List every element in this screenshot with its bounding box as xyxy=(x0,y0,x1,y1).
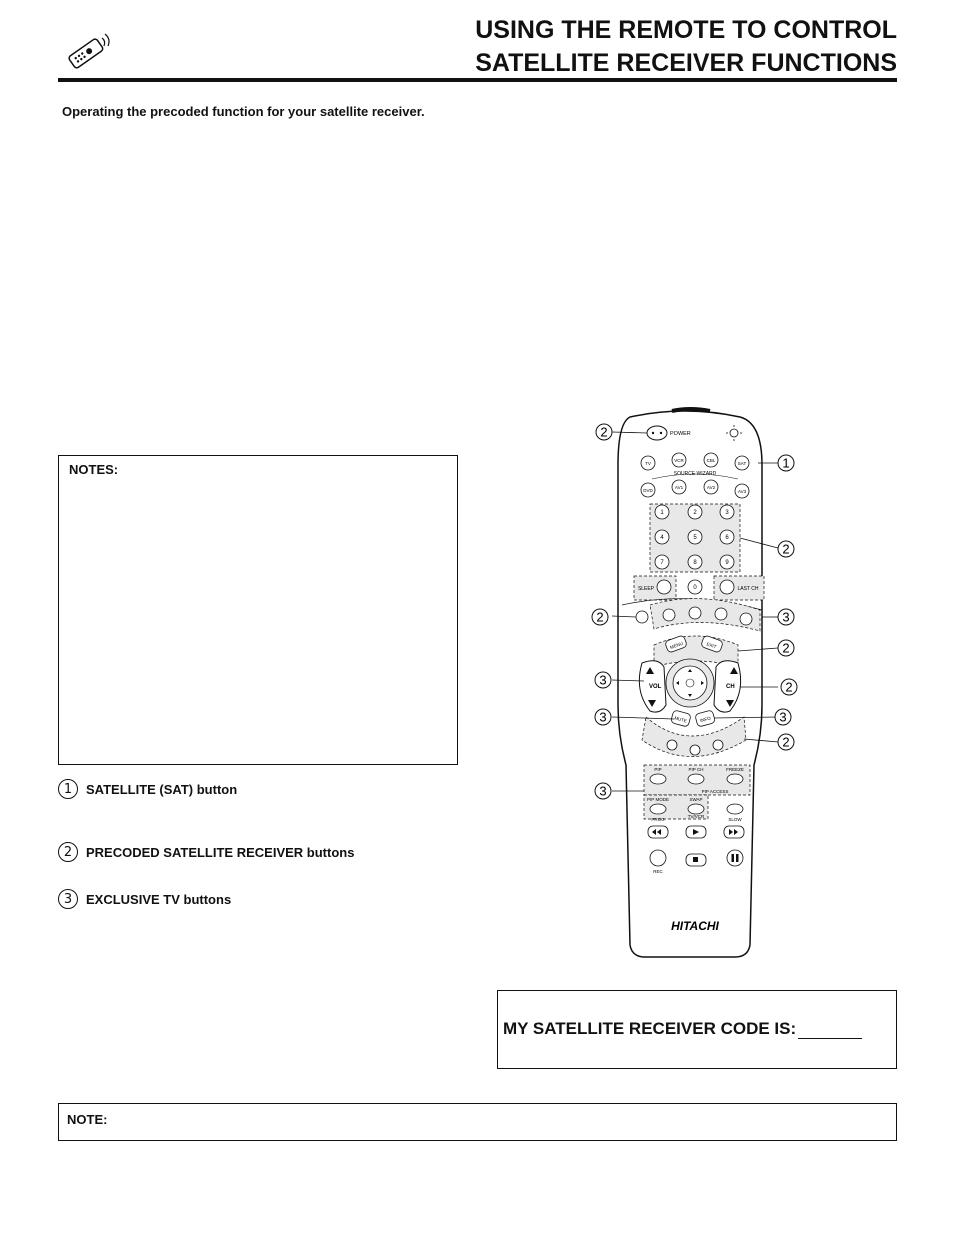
legend-number: 3 xyxy=(58,889,78,909)
svg-text:2: 2 xyxy=(782,640,790,656)
digit-7-label: 7 xyxy=(660,560,664,566)
stop-icon xyxy=(693,857,698,862)
svg-text:2: 2 xyxy=(785,679,793,695)
tv-vcr-label: TV/VCR xyxy=(687,814,705,819)
digit-4-label: 4 xyxy=(660,535,664,541)
svg-text:3: 3 xyxy=(782,609,790,625)
remote-illustration xyxy=(590,405,830,965)
digit-2-label: 2 xyxy=(693,510,697,516)
legend-number: 1 xyxy=(58,779,78,799)
svg-text:2: 2 xyxy=(782,734,790,750)
last-ch-button[interactable] xyxy=(720,580,734,594)
arc-button-b[interactable] xyxy=(690,745,700,755)
prog-label: PROG xyxy=(651,817,665,822)
arc-button-a[interactable] xyxy=(667,740,677,750)
note-box xyxy=(58,1103,897,1141)
svg-text:2: 2 xyxy=(600,424,608,440)
freeze-button[interactable] xyxy=(727,774,743,784)
pip-ch-label: PIP CH xyxy=(688,767,704,772)
pip-mode-button[interactable] xyxy=(650,804,666,814)
notes-box xyxy=(58,455,458,765)
record-button[interactable] xyxy=(650,850,666,866)
function-button-a[interactable] xyxy=(636,611,648,623)
swap-label: SWAP xyxy=(689,797,703,802)
info-label: INFO xyxy=(699,715,712,724)
svg-text:3: 3 xyxy=(779,709,787,725)
mute-label: MUTE xyxy=(673,715,688,724)
code-box xyxy=(497,990,897,1069)
digit-5-label: 5 xyxy=(693,535,697,541)
code-text xyxy=(503,1019,862,1039)
vol-label: VOL xyxy=(649,684,662,690)
remote-control-icon xyxy=(62,28,112,76)
notes-label: NOTES: xyxy=(69,462,119,477)
svg-text:2: 2 xyxy=(596,609,604,625)
tv-label: TV xyxy=(645,461,651,466)
legend-item-2 xyxy=(58,842,354,862)
code-blank-line xyxy=(798,1022,862,1039)
legend-text: EXCLUSIVE TV buttons xyxy=(86,891,232,907)
sat-label: SAT xyxy=(737,461,747,466)
digit-0-label: 0 xyxy=(693,585,697,591)
pip-button[interactable] xyxy=(650,774,666,784)
function-button-e[interactable] xyxy=(740,613,752,625)
pip-ch-button[interactable] xyxy=(688,774,704,784)
vcr-label: VCR xyxy=(674,458,684,463)
last-ch-label: LAST CH xyxy=(737,586,759,592)
legend-item-1 xyxy=(58,779,237,799)
svg-text:3: 3 xyxy=(599,783,607,799)
exit-label: EXIT xyxy=(705,641,718,650)
function-button-b[interactable] xyxy=(663,609,675,621)
legend-number: 2 xyxy=(58,842,78,862)
swap-button[interactable] xyxy=(688,804,704,814)
intro-text: Operating the precoded function for your satellite receiver. xyxy=(62,104,425,119)
legend-item-3 xyxy=(58,889,231,909)
pip-access-label: PIP ACCESS xyxy=(701,789,729,794)
digit-8-label: 8 xyxy=(693,560,697,566)
digit-9-label: 9 xyxy=(725,560,729,566)
title-line-1: USING THE REMOTE TO CONTROL xyxy=(475,16,897,44)
pip-mode-label: PIP MODE xyxy=(647,797,669,802)
sleep-label: SLEEP xyxy=(637,586,655,592)
pip-label: PIP xyxy=(654,767,662,772)
digit-3-label: 3 xyxy=(725,510,729,516)
brand-logo: HITACHI xyxy=(671,919,719,933)
sleep-button[interactable] xyxy=(657,580,671,594)
title-line-2: SATELLITE RECEIVER FUNCTIONS xyxy=(475,49,897,77)
cbl-label: CBL xyxy=(706,458,716,463)
digit-1-label: 1 xyxy=(660,510,664,516)
dvd-label: DVD xyxy=(643,488,653,493)
power-label: POWER xyxy=(670,431,691,437)
note-label: NOTE: xyxy=(67,1112,108,1127)
svg-text:3: 3 xyxy=(599,709,607,725)
menu-label: MENU xyxy=(669,640,684,651)
av3-label: AV3 xyxy=(737,489,747,494)
ch-label: CH xyxy=(726,684,735,690)
legend-text: PRECODED SATELLITE RECEIVER buttons xyxy=(86,844,355,860)
av2-label: AV2 xyxy=(706,485,716,490)
power-button[interactable] xyxy=(647,426,667,440)
digit-6-label: 6 xyxy=(725,535,729,541)
legend-text: SATELLITE (SAT) button xyxy=(86,781,238,797)
function-button-d[interactable] xyxy=(715,608,727,620)
pause-button[interactable] xyxy=(727,850,743,866)
svg-text:2: 2 xyxy=(782,541,790,557)
arc-button-c[interactable] xyxy=(713,740,723,750)
title-rule xyxy=(58,78,897,82)
function-button-c[interactable] xyxy=(689,607,701,619)
page-title xyxy=(475,14,897,80)
freeze-label: FREEZE xyxy=(726,767,744,772)
slow-button[interactable] xyxy=(727,804,743,814)
rec-label: REC xyxy=(653,869,663,874)
code-label: MY SATELLITE RECEIVER CODE IS: xyxy=(503,1019,797,1038)
source-wizard-label: SOURCE WIZARD xyxy=(673,471,717,477)
av1-label: AV1 xyxy=(674,485,684,490)
svg-text:3: 3 xyxy=(599,672,607,688)
svg-text:1: 1 xyxy=(782,455,790,471)
slow-label: SLOW xyxy=(728,817,742,822)
